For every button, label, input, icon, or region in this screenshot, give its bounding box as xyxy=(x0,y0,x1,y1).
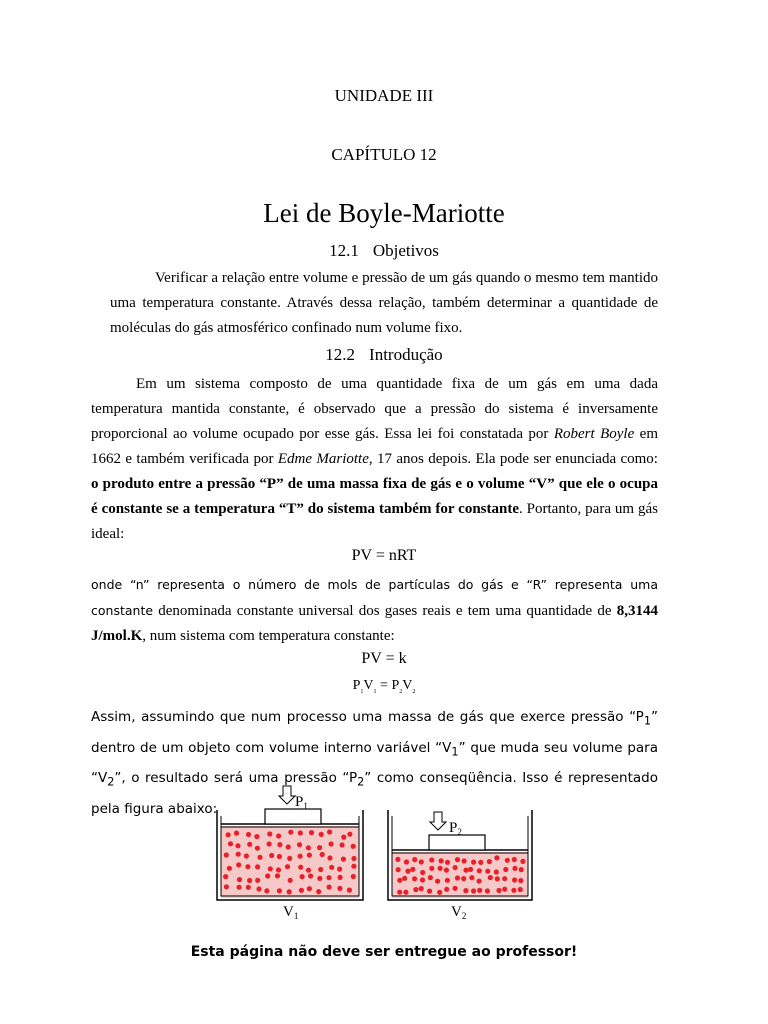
gas-particle xyxy=(410,867,415,872)
gas-particle xyxy=(256,886,261,891)
gas-particle xyxy=(503,867,508,872)
gas-particle xyxy=(453,865,458,870)
gas-particle xyxy=(223,874,228,879)
gas-particle xyxy=(308,873,313,878)
gas-particle xyxy=(288,878,293,883)
gas-particle xyxy=(237,877,242,882)
gas-particle xyxy=(287,856,292,861)
gas-particle xyxy=(438,866,443,871)
gas-particle xyxy=(488,875,493,880)
gas-particle xyxy=(518,887,523,892)
gas-particle xyxy=(477,868,482,873)
gas-particle xyxy=(463,888,468,893)
gas-particle xyxy=(518,878,523,883)
intro-text: Em um sistema composto de uma quantidade fixa de um gás em uma dada temperatura mantida constante, é observado que a pressão do sistema é inversamente proporcional ao volume ocupado por esse gás. Essa lei foi constatada por xyxy=(91,376,658,442)
gas-particle xyxy=(255,878,260,883)
section-heading-objectives xyxy=(0,241,768,261)
gas-particle xyxy=(461,876,466,881)
gas-particle xyxy=(297,842,302,847)
left-weight xyxy=(265,809,321,824)
intro-text: , 17 anos depois. Ela pode ser enunciada como: xyxy=(368,451,658,467)
intro-text: . Portanto, para um gás ideal: xyxy=(91,501,658,542)
gas-particle xyxy=(298,865,303,870)
gas-particle xyxy=(265,873,270,878)
left-container xyxy=(217,786,363,900)
equation-pv-constant: PV = k xyxy=(361,650,407,667)
gas-particle xyxy=(477,888,482,893)
gas-particle xyxy=(298,830,303,835)
gas-particle xyxy=(226,832,231,837)
gas-particle xyxy=(412,876,417,881)
gas-particle xyxy=(277,888,282,893)
gas-particle xyxy=(347,888,352,893)
gas-particle xyxy=(338,875,343,880)
gas-particle xyxy=(234,831,239,836)
section-title: Objetivos xyxy=(372,241,439,260)
gas-particle xyxy=(285,864,290,869)
gas-particle xyxy=(444,868,449,873)
gas-particle xyxy=(307,853,312,858)
process-paragraph: Assim, assumindo que num processo uma massa de gás que exerce pressão “$P_1$” dentro de um objeto com volume interno variável “$V_1$” que muda seu volume para “$V_2$”, o resultado será uma pressão “$P_2$” como conseqüência. Isso é representado pela figura abaixo: xyxy=(91,709,658,818)
gas-particle xyxy=(236,862,241,867)
gas-particle xyxy=(420,870,425,875)
gas-particle xyxy=(512,857,517,862)
gas-particle xyxy=(413,887,418,892)
gas-particle xyxy=(462,858,467,863)
section-title: Introdução xyxy=(369,345,443,364)
gas-particle xyxy=(455,875,460,880)
gas-particle xyxy=(317,845,322,850)
gas-particle xyxy=(487,859,492,864)
gas-particle xyxy=(347,832,352,837)
intro-text: em 1662 e também verificada por xyxy=(91,426,658,467)
gas-particle xyxy=(496,888,501,893)
gas-particle xyxy=(245,864,250,869)
gas-particle xyxy=(269,853,274,858)
section-heading-introduction xyxy=(0,345,768,365)
gas-particle xyxy=(505,858,510,863)
equation-ideal-gas: PV = nRT xyxy=(351,547,417,564)
right-weight xyxy=(429,835,485,850)
gas-particle xyxy=(419,886,424,891)
gas-constant-value: 8,3144 J/mol.K xyxy=(91,603,658,644)
gas-particle xyxy=(437,890,442,895)
left-pressure-label: $P_1$ xyxy=(295,794,308,811)
gas-particle xyxy=(494,855,499,860)
gas-particle xyxy=(286,844,291,849)
page-title: Lei de Boyle-Mariotte xyxy=(263,198,505,228)
gas-particle xyxy=(224,852,229,857)
gas-particle xyxy=(351,856,356,861)
gas-particle xyxy=(277,842,282,847)
gas-particle xyxy=(337,867,342,872)
constant-text: onde “n” representa o número de mols de partículas do gás e “R” representa uma constante xyxy=(91,577,658,618)
gas-particle xyxy=(264,888,269,893)
gas-particle xyxy=(403,890,408,895)
chapter-heading: CAPÍTULO 12 xyxy=(331,145,437,164)
gas-particle xyxy=(429,857,434,862)
gas-particle xyxy=(397,878,402,883)
gas-particle xyxy=(235,843,240,848)
gas-particle xyxy=(512,866,517,871)
constant-paragraph xyxy=(91,572,658,649)
gas-particle xyxy=(495,876,500,881)
section-number: 12.1 xyxy=(329,241,359,260)
gas-particle xyxy=(268,866,273,871)
gas-particle xyxy=(318,867,323,872)
gas-particle xyxy=(341,835,346,840)
right-container xyxy=(388,810,532,900)
gas-particle xyxy=(326,875,331,880)
gas-particle xyxy=(494,869,499,874)
gas-particle xyxy=(404,859,409,864)
gas-particle xyxy=(502,887,507,892)
gas-particle xyxy=(485,869,490,874)
gas-particle xyxy=(445,860,450,865)
gas-particle xyxy=(340,842,345,847)
gas-particle xyxy=(227,866,232,871)
gas-particle xyxy=(351,864,356,869)
gas-particle xyxy=(309,830,314,835)
gas-particle xyxy=(444,887,449,892)
gas-particle xyxy=(276,833,281,838)
gas-particle xyxy=(402,876,407,881)
gas-particle xyxy=(520,859,525,864)
gas-particle xyxy=(320,852,325,857)
gas-particle xyxy=(300,874,305,879)
gas-particle xyxy=(319,832,324,837)
gas-particle xyxy=(405,869,410,874)
gas-particle xyxy=(341,857,346,862)
gas-particle xyxy=(351,874,356,879)
gas-particle xyxy=(275,873,280,878)
gas-particle xyxy=(254,834,259,839)
gas-particle xyxy=(329,865,334,870)
gas-particle xyxy=(257,855,262,860)
footer-notice: Esta página não deve ser entregue ao professor! xyxy=(190,944,578,960)
gas-particle xyxy=(519,867,524,872)
section-number: 12.2 xyxy=(325,345,356,364)
gas-particle xyxy=(307,886,312,891)
gas-particle xyxy=(267,831,272,836)
gas-particle xyxy=(276,867,281,872)
constant-text: , num sistema com temperatura constante: xyxy=(142,628,395,644)
right-pressure-label: $P_2$ xyxy=(449,820,462,837)
gas-particle xyxy=(237,885,242,890)
gas-particle xyxy=(468,867,473,872)
gas-particle xyxy=(288,830,293,835)
unit-heading: UNIDADE III xyxy=(334,86,434,105)
name-boyle: Robert Boyle xyxy=(553,426,635,442)
gas-particle xyxy=(396,867,401,872)
gas-particle xyxy=(224,884,229,889)
gas-particle xyxy=(316,889,321,894)
name-mariotte: Edme Mariotte xyxy=(277,451,369,467)
gas-particle xyxy=(317,876,322,881)
gas-particle xyxy=(512,877,517,882)
gas-particle xyxy=(395,857,400,862)
left-volume-label: $V_1$ xyxy=(283,904,299,920)
gas-particle xyxy=(397,890,402,895)
gas-particle xyxy=(477,879,482,884)
gas-particle xyxy=(453,886,458,891)
gas-particle xyxy=(469,875,474,880)
gas-particle xyxy=(511,888,516,893)
gas-particle xyxy=(478,860,483,865)
gas-particle xyxy=(244,853,249,858)
gas-particle xyxy=(351,844,356,849)
gas-particle xyxy=(419,859,424,864)
boyle-piston-figure xyxy=(213,780,535,920)
gas-particle xyxy=(463,868,468,873)
gas-particle xyxy=(236,852,241,857)
gas-particle xyxy=(439,858,444,863)
gas-particle xyxy=(306,868,311,873)
gas-particle xyxy=(247,842,252,847)
gas-particle xyxy=(267,841,272,846)
gas-particle xyxy=(455,857,460,862)
gas-particle xyxy=(471,860,476,865)
gas-particle xyxy=(435,879,440,884)
gas-particle xyxy=(246,832,251,837)
introduction-paragraph xyxy=(91,372,658,547)
right-volume-label: $V_2$ xyxy=(451,904,467,920)
gas-particle xyxy=(246,885,251,890)
gas-particle xyxy=(412,857,417,862)
gas-particle xyxy=(247,878,252,883)
gas-particle xyxy=(299,888,304,893)
gas-particle xyxy=(445,878,450,883)
law-statement: o produto entre a pressão “P” de uma massa fixa de gás e o volume “V” que ele o ocupa é constante se a temperatura “T” do sistema também for constante xyxy=(91,476,658,517)
gas-particle xyxy=(337,886,342,891)
gas-particle xyxy=(327,829,332,834)
left-pressure-arrow-icon xyxy=(279,786,295,804)
gas-particle xyxy=(427,889,432,894)
gas-particle xyxy=(228,841,233,846)
gas-particle xyxy=(485,888,490,893)
gas-particle xyxy=(287,889,292,894)
objectives-paragraph: Verificar a relação entre volume e pressão de um gás quando o mesmo tem mantido uma temperatura constante. Através dessa relação, também determinar a quantidade de moléculas do gás atmosférico confinado num volume fixo. xyxy=(110,270,658,336)
equation-boyle: $P_1V_1 = P_2V_2$ xyxy=(352,678,416,695)
gas-particle xyxy=(327,855,332,860)
gas-particle xyxy=(298,854,303,859)
gas-particle xyxy=(471,888,476,893)
gas-particle xyxy=(255,864,260,869)
gas-particle xyxy=(329,841,334,846)
gas-particle xyxy=(428,875,433,880)
gas-particle xyxy=(420,877,425,882)
gas-particle xyxy=(306,845,311,850)
gas-particle xyxy=(277,854,282,859)
gas-particle xyxy=(429,866,434,871)
constant-text: denominada constante universal dos gases reais e tem uma quantidade de xyxy=(153,603,617,619)
gas-particle xyxy=(502,876,507,881)
gas-particle xyxy=(255,846,260,851)
right-pressure-arrow-icon xyxy=(430,812,446,830)
gas-particle xyxy=(327,885,332,890)
